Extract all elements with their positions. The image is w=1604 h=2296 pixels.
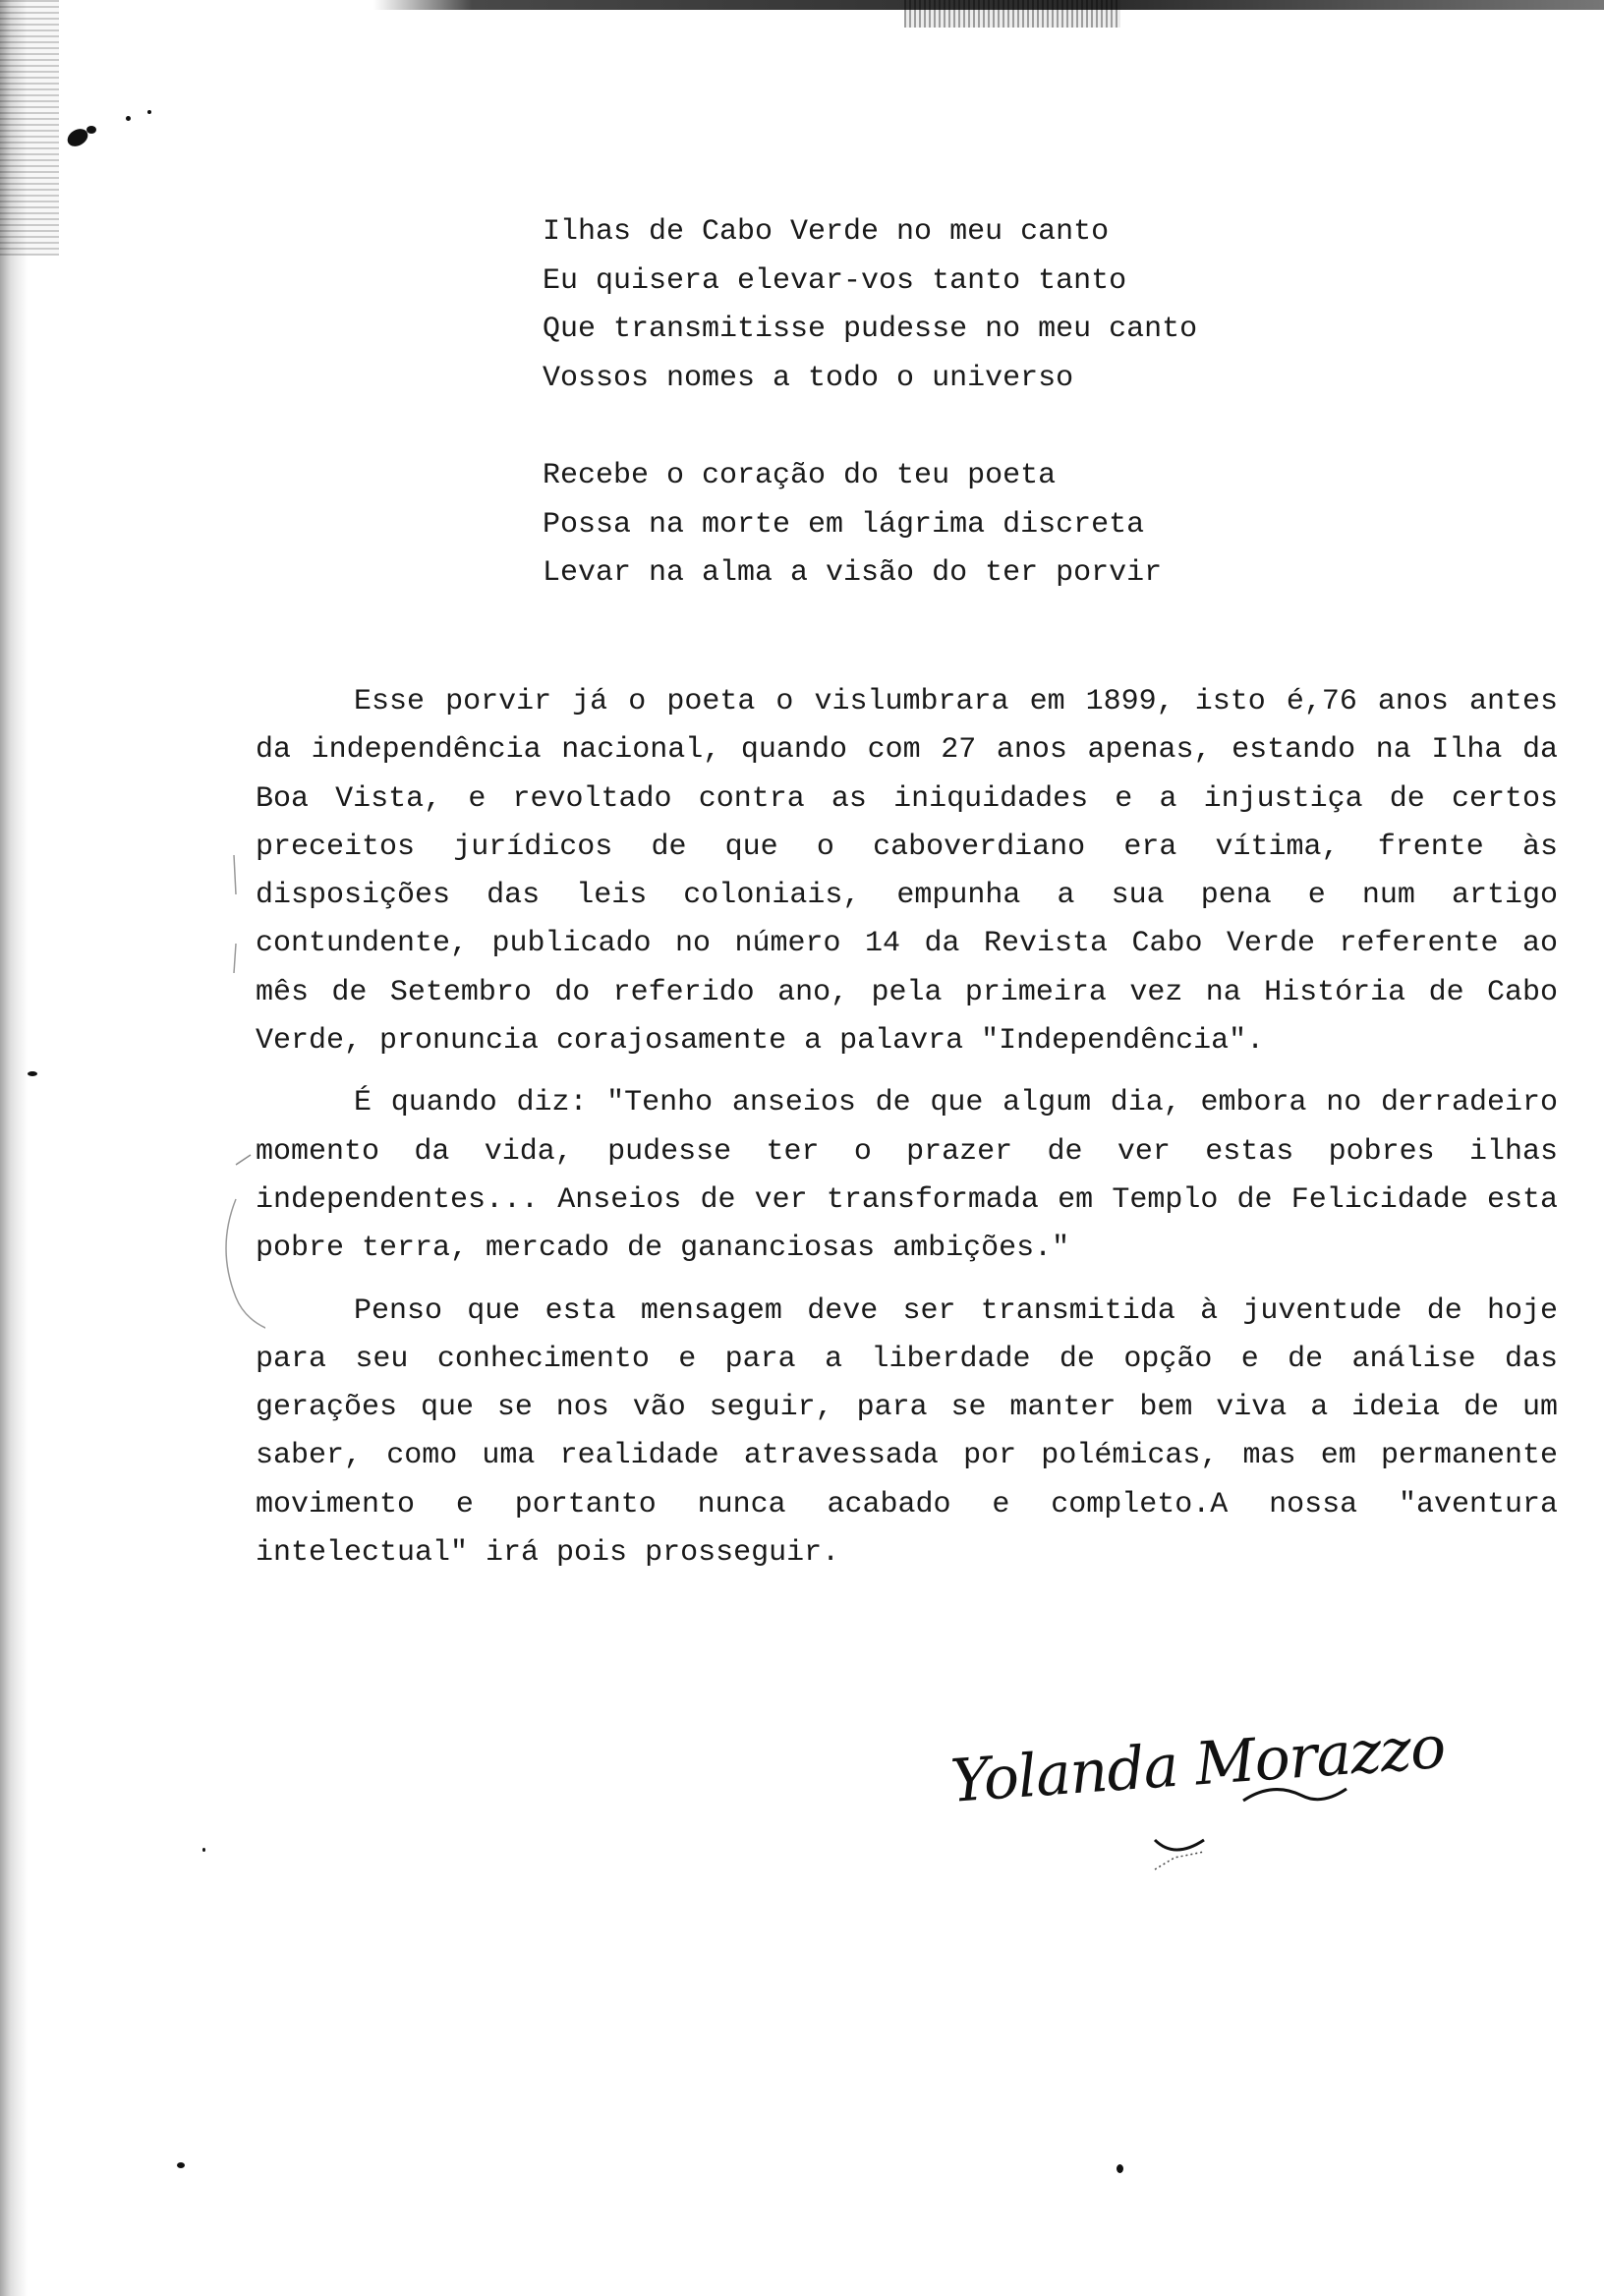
margin-pencil-marks (206, 835, 265, 1347)
poem-line: Eu quisera elevar-vos tanto tanto (543, 263, 1127, 298)
poem-line: Recebe o coração do teu poeta (543, 459, 1057, 492)
scan-artifact-left-edge (0, 0, 28, 2296)
signature (948, 1712, 1448, 1889)
scan-artifact-top-noise (904, 0, 1120, 28)
signature-flourish (948, 1742, 1410, 1889)
ink-speck (177, 2162, 185, 2168)
ink-speck (202, 1848, 205, 1852)
poem-line: Vossos nomes a todo o universo (543, 361, 1074, 395)
scan-artifact-corner (0, 0, 59, 256)
body-text (256, 678, 1558, 1591)
signature-text: Yolanda Morazzo (948, 1712, 1448, 1816)
ink-blot (86, 126, 96, 134)
poem-line: Possa na morte em lágrima discreta (543, 507, 1145, 542)
ink-speck (28, 1071, 37, 1076)
body-paragraph: É quando diz: "Tenho anseios de que algum dia, embora no derradeiro momento da vida, pudesse ter o prazer de ver estas pobres ilhas independentes... Anseios de ver transformada em Templo de Felicidade esta pobre terra, mercado de gananciosas ambições." (256, 1086, 1558, 1266)
ink-speck (126, 116, 131, 121)
ink-speck (1117, 2164, 1123, 2173)
ink-speck (147, 110, 151, 114)
body-paragraph: Penso que esta mensagem deve ser transmitida à juventude de hoje para seu conhecimento e para a liberdade de opção e de análise das gerações que se nos vão seguir, para se manter bem viva a ideia de um saber, como uma realidade atravessada por polémicas, mas em permanente movimento e portanto nunca acabado e completo.A nossa "aventura intelectual" irá pois prosseguir. (256, 1293, 1558, 1571)
poem-stanza (543, 208, 1329, 403)
body-paragraph: Esse porvir já o poeta o vislumbrara em 1899, isto é,76 anos antes da independência nacional, quando com 27 anos apenas, estando na Ilha da Boa Vista, e revoltado contra as iniquidades e a injustiça de certos preceitos jurídicos de que o caboverdiano era vítima, frente às disposições das leis coloniais, empunha a sua pena e num artigo contundente, publicado no número 14 da Revista Cabo Verde referente ao mês de Setembro do referido ano, pela primeira vez na História de Cabo Verde, pronuncia corajosamente a palavra "Independência". (256, 685, 1558, 1059)
poem-excerpt (543, 208, 1329, 648)
poem-stanza (543, 452, 1329, 599)
poem-line: Que transmitisse pudesse no meu canto (543, 313, 1198, 346)
poem-line: Levar na alma a visão do ter porvir (543, 556, 1163, 590)
poem-line: Ilhas de Cabo Verde no meu canto (543, 215, 1110, 249)
